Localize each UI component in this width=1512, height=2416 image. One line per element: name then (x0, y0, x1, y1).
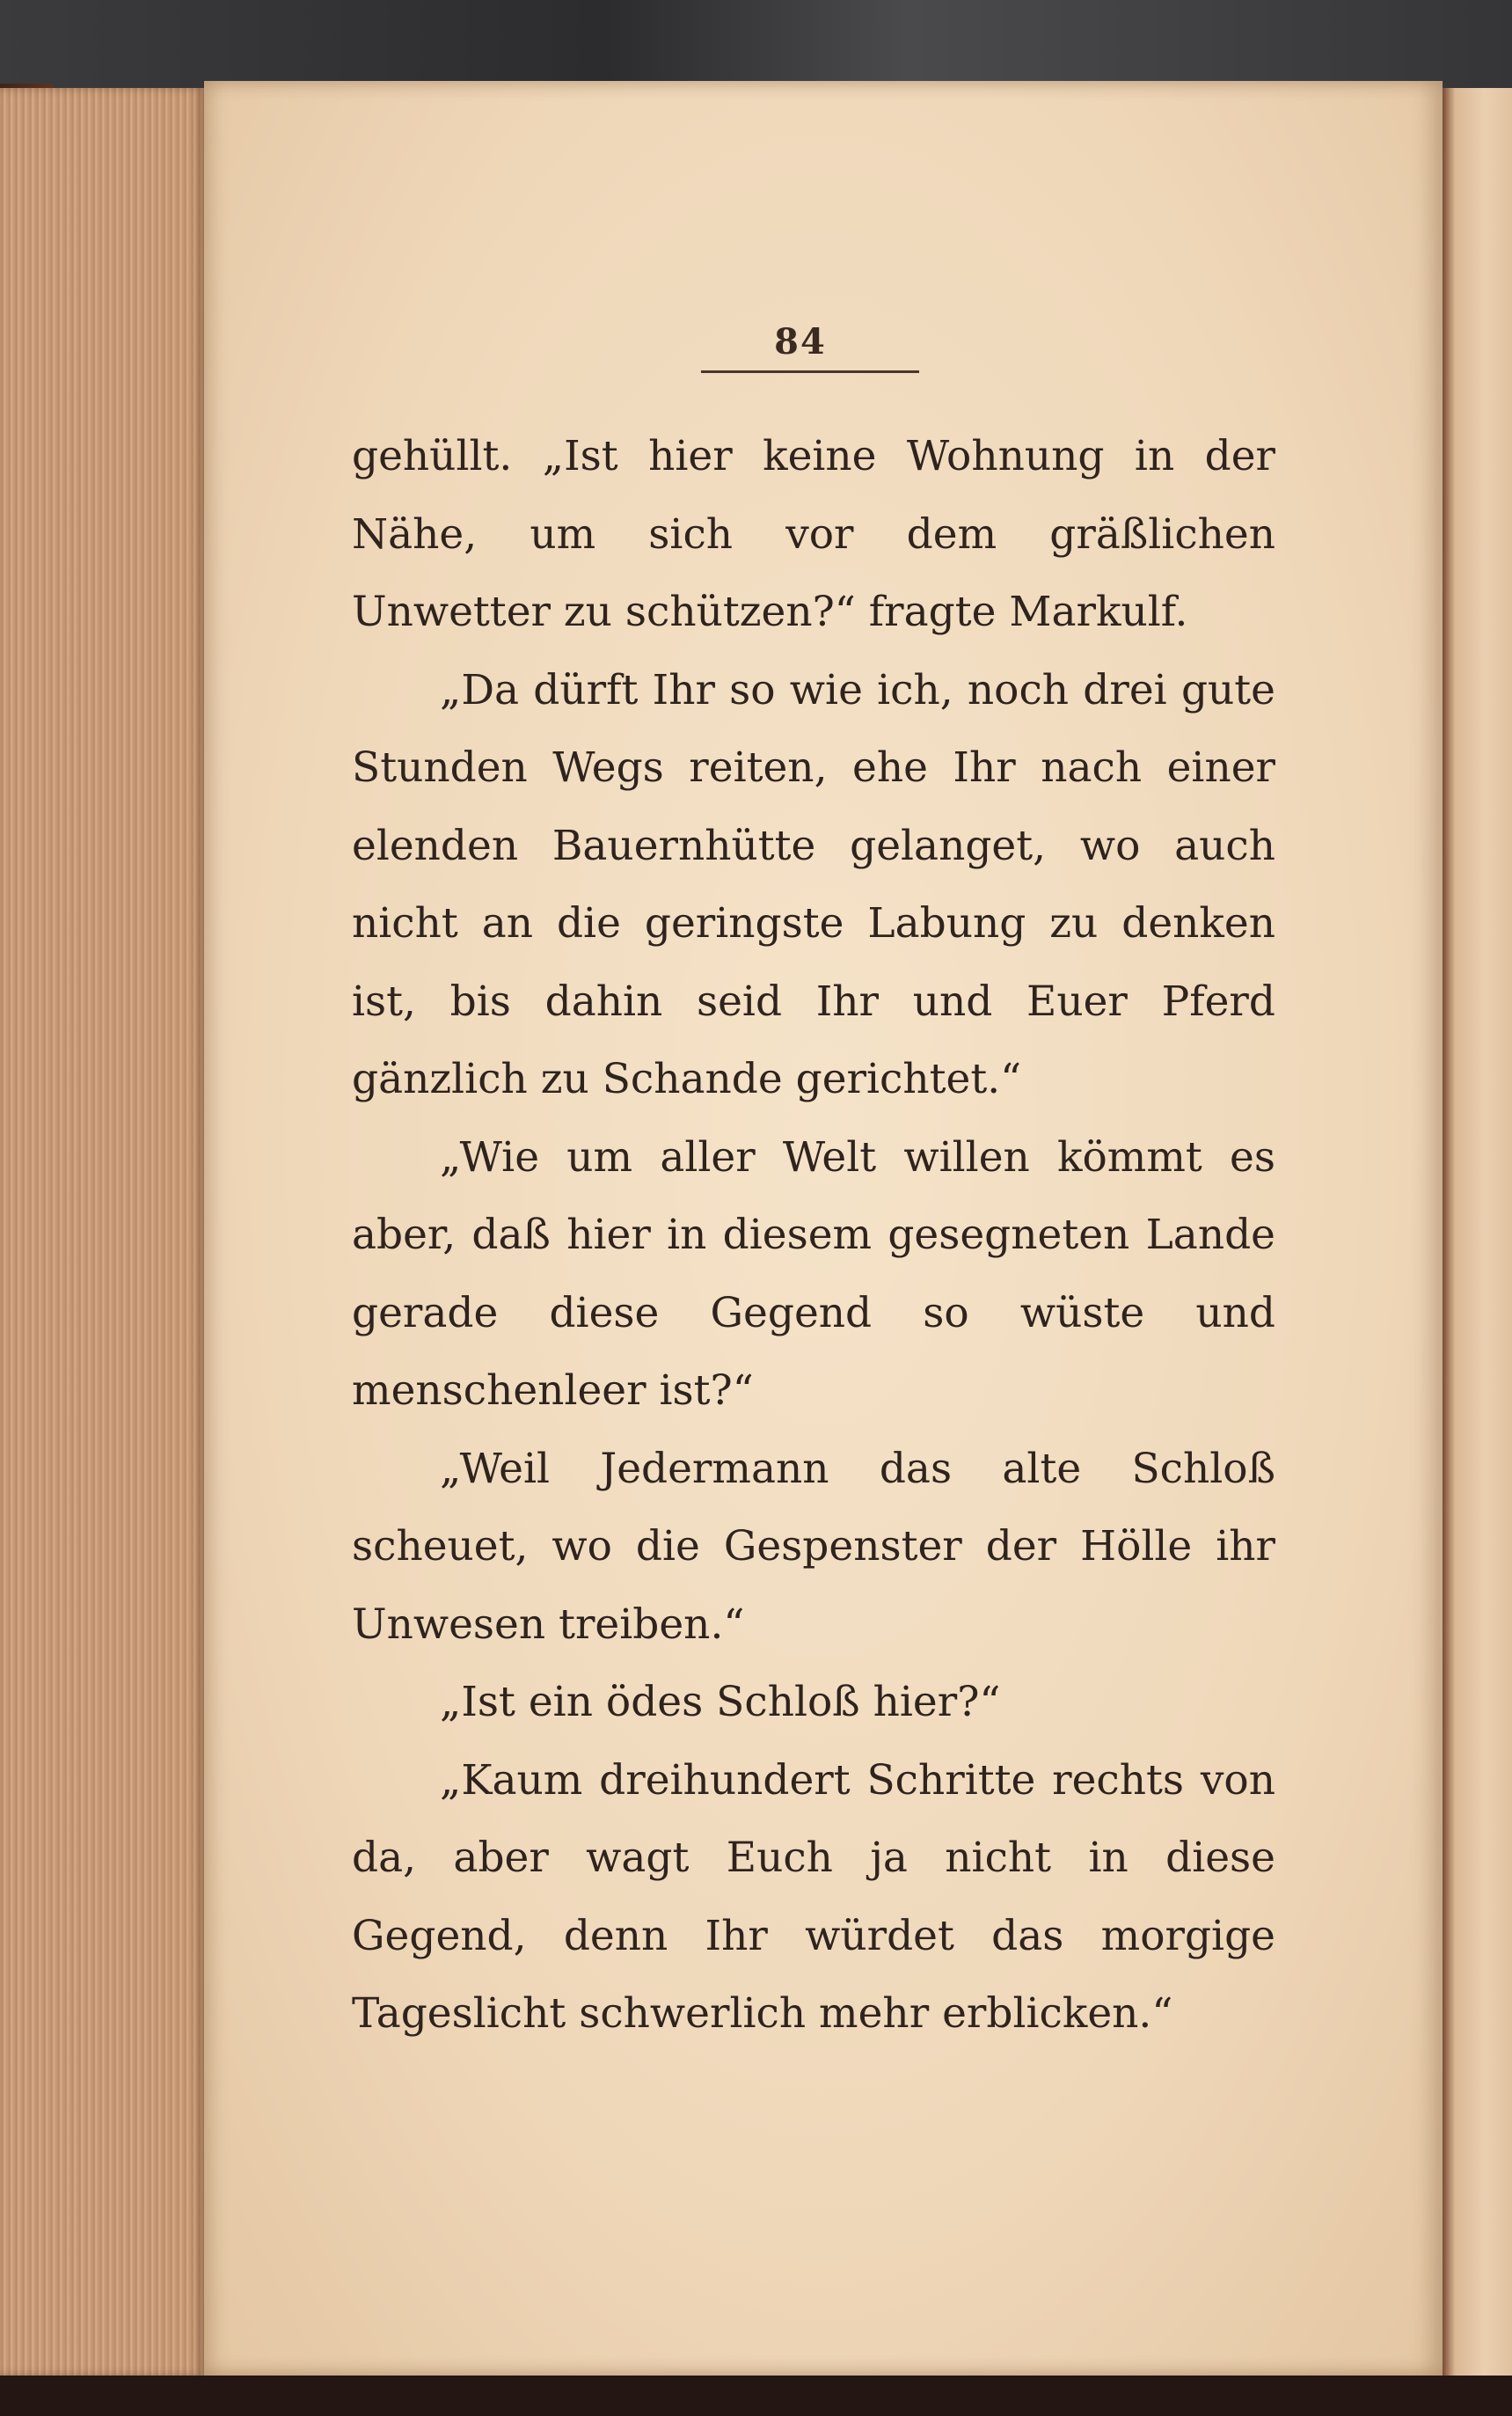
paragraph-3: „Wie um aller Welt willen kömmt es aber, daß hier in diesem gesegneten Lande gerade diese Gegend so wüste und menschenleer ist?“ (352, 1132, 1275, 1415)
paragraph-1: gehüllt. „Ist hier keine Wohnung in der Nähe, um sich vor dem gräßlichen Unwetter zu schützen?“ fragte Markulf. (352, 432, 1275, 636)
body-text (352, 418, 1275, 2054)
page-stack-edges (0, 88, 204, 2376)
page-number: 84 (774, 321, 827, 362)
paragraph-4: „Weil Jedermann das alte Schloß scheuet, wo die Gespenster der Hölle ihr Unwesen treiben.“ (352, 1444, 1275, 1649)
paragraph-5: „Ist ein ödes Schloß hier?“ (440, 1678, 1001, 1726)
facing-page-edge (1443, 88, 1512, 2376)
paragraph-6: „Kaum dreihundert Schritte rechts von da, aber wagt Euch ja nicht in diese Gegend, denn Ihr würdet das morgige Tageslicht schwerlich mehr erblicken.“ (352, 1755, 1275, 2038)
background-bottom (0, 2376, 1512, 2416)
header-rule (701, 370, 919, 373)
paragraph-2: „Da dürft Ihr so wie ich, noch drei gute Stunden Wegs reiten, ehe Ihr nach einer elenden Bauernhütte gelanget, wo auch nicht an die geringste Labung zu denken ist, bis dahin seid Ihr und Euer Pferd gänzlich zu Schande gerichtet.“ (352, 665, 1275, 1103)
